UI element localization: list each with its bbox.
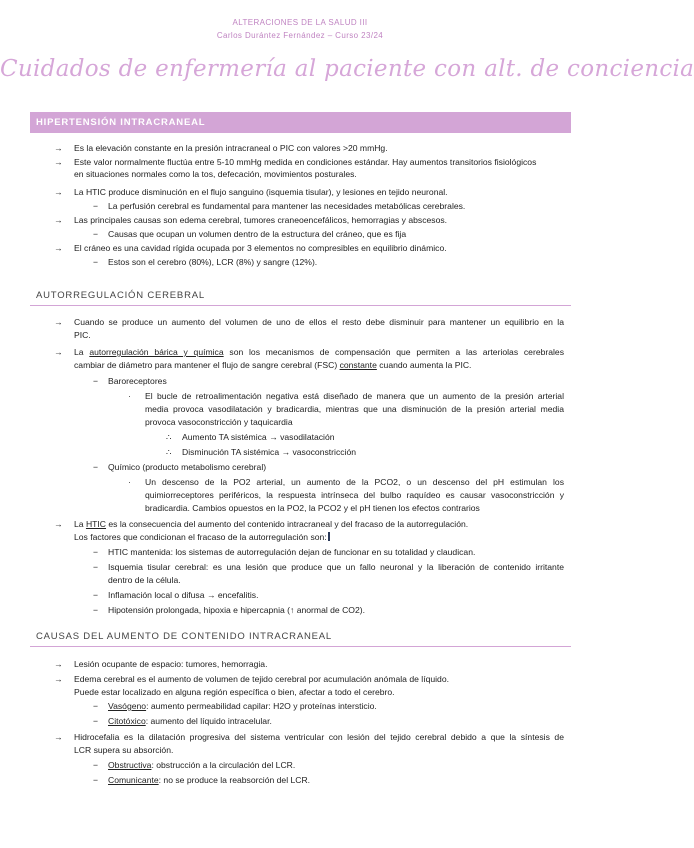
text-line: cambiar de diámetro para mantener el flujo de sangre cerebral (FSC) constante cuando aumenta la PIC.: [74, 360, 472, 370]
text-line: Obstructiva: obstrucción a la circulación del LCR.: [108, 760, 296, 770]
text-line: Comunicante: no se produce la reabsorción del LCR.: [108, 775, 311, 785]
arrow-marker: →: [54, 243, 63, 253]
author-header: Carlos Durántez Fernández – Curso 23/24: [216, 31, 384, 40]
text-line: bradicardia. Cambios opuestos en la PO2, la PCO2 y el pH tienen los efectos contrarios: [145, 503, 480, 513]
text-line: Este valor normalmente fluctúa entre 5-10 mmHg medida en condiciones estándar. Hay aumentos transitorios fisiológicos: [74, 157, 537, 167]
text-line: La perfusión cerebral es fundamental para mantener las necesidades metabólicas cerebrales.: [108, 201, 466, 211]
text-line: El cráneo es una cavidad rígida ocupada por 3 elementos no compresibles en equilibrio dinámico.: [74, 243, 447, 253]
section-heading-autorregulacion: AUTORREGULACIÓN CEREBRAL: [30, 285, 571, 306]
dash-marker: −: [93, 760, 99, 770]
text-line: Hipotensión prolongada, hipoxia e hipercapnia (↑ anormal de CO2).: [108, 605, 366, 615]
text-line: La HTIC es la consecuencia del aumento del contenido intracraneal y del fracaso de la autorregulación.: [74, 519, 469, 529]
dash-marker: −: [93, 701, 99, 711]
text-line: LCR supera su absorción.: [74, 745, 174, 755]
course-header: ALTERACIONES DE LA SALUD III: [232, 18, 368, 27]
arrow-marker: →: [54, 317, 63, 327]
text-line: Hidrocefalia es la dilatación progresiva del sistema ventricular con lesión del tejido cerebral debido a que la síntesis de: [74, 732, 564, 742]
underlined-term: Vasógeno: [108, 701, 147, 711]
dash-marker: −: [93, 605, 99, 615]
text-line: La HTIC produce disminución en el flujo sanguino (isquemia tisular), y lesiones en tejido neuronal.: [74, 187, 448, 197]
text-line: Aumento TA sistémica → vasodilatación: [182, 432, 335, 442]
therefore-marker: ∴: [166, 432, 172, 442]
text-line: Disminución TA sistémica → vasoconstricción: [182, 447, 357, 457]
text-line: Inflamación local o difusa → encefalitis.: [108, 590, 259, 600]
dash-marker: −: [93, 562, 99, 572]
dash-marker: −: [93, 462, 99, 472]
text-line: dentro de la célula.: [108, 575, 181, 585]
text-line: media provoca vasodilatación y bradicardia, mientras que una disminución de la presión arterial media: [145, 404, 564, 414]
dot-marker: ·: [128, 477, 131, 487]
section-heading-causas: CAUSAS DEL AUMENTO DE CONTENIDO INTRACRANEAL: [30, 626, 571, 647]
text-line: Citotóxico: aumento del líquido intracelular.: [108, 716, 272, 726]
text-cursor: [328, 532, 330, 541]
arrow-marker: →: [54, 674, 63, 684]
text-line: Lesión ocupante de espacio: tumores, hemorragia.: [74, 659, 268, 669]
underlined-term: constante: [339, 360, 377, 370]
arrow-marker: →: [54, 347, 63, 357]
arrow-marker: →: [54, 519, 63, 529]
text-line: La autorregulación bárica y química son los mecanismos de compensación que permiten a las arteriolas cerebrales: [74, 347, 565, 357]
text-line: Cuando se produce un aumento del volumen de uno de ellos el resto debe disminuir para mantener un equilibrio en la: [74, 317, 564, 327]
underlined-term: autorregulación bárica y química: [89, 347, 224, 357]
arrow-marker: →: [54, 732, 63, 742]
text-line: en situaciones normales como la tos, defecación, movimientos posturales.: [74, 169, 357, 179]
text-line: Causas que ocupan un volumen dentro de la estructura del cráneo, que es fija: [108, 229, 407, 239]
arrow-marker: →: [54, 215, 63, 225]
text-line: Puede estar localizado en alguna región específica o bien, afectar a todo el cerebro.: [74, 687, 395, 697]
text-line: Edema cerebral es el aumento de volumen de tejido cerebral por acumulación anómala de líquido.: [74, 674, 450, 684]
text-line: HTIC mantenida: los sistemas de autorregulación dejan de funcionar en su totalidad y claudican.: [108, 547, 476, 557]
dot-marker: ·: [128, 391, 131, 401]
section-heading-hipertension: HIPERTENSIÓN INTRACRANEAL: [30, 112, 571, 133]
dash-marker: −: [93, 775, 99, 785]
text-line: Estos son el cerebro (80%), LCR (8%) y sangre (12%).: [108, 257, 318, 267]
dash-marker: −: [93, 376, 99, 386]
underlined-term: Obstructiva: [108, 760, 152, 770]
text-line: Isquemia tisular cerebral: es una lesión que produce que un fallo neuronal y la liberación de contenido irritante: [108, 562, 564, 572]
underlined-term: Citotóxico: [108, 716, 146, 726]
text-line: Los factores que condicionan el fracaso de la autorregulación son:: [74, 532, 330, 543]
text-line: Un descenso de la PO2 arterial, un aumento de la PCO2, o un descenso del pH estimulan los: [145, 477, 564, 487]
dash-marker: −: [93, 201, 99, 211]
text-line: Es la elevación constante en la presión intracraneal o PIC con valores >20 mmHg.: [74, 143, 388, 153]
underlined-term: HTIC: [85, 519, 107, 529]
arrow-marker: →: [54, 659, 63, 669]
text-line: quimiorreceptores periféricos, la respuesta intrínseca del bulbo raquídeo es causar vasoconstricción y: [145, 490, 564, 500]
text-line: PIC.: [74, 330, 91, 340]
dash-marker: −: [93, 590, 99, 600]
dash-marker: −: [93, 716, 99, 726]
dash-marker: −: [93, 257, 99, 267]
text-line: Las principales causas son edema cerebral, tumores craneoencefálicos, hemorragias y abscesos.: [74, 215, 448, 225]
text-line: Baroreceptores: [108, 376, 167, 386]
text-line: Químico (producto metabolismo cerebral): [108, 462, 267, 472]
text-line: provoca vasoconstricción y taquicardia: [145, 417, 293, 427]
text-line: El bucle de retroalimentación negativa está diseñado de manera que un aumento de la presión arterial: [145, 391, 564, 401]
text-line: Vasógeno: aumento permeabilidad capilar: H2O y proteínas intersticio.: [108, 701, 377, 711]
dash-marker: −: [93, 229, 99, 239]
page-title: Cuidados de enfermería al paciente con alt. de conciencia: [0, 56, 694, 82]
therefore-marker: ∴: [166, 447, 172, 457]
dash-marker: −: [93, 547, 99, 557]
underlined-term: Comunicante: [108, 775, 159, 785]
arrow-marker: →: [54, 187, 63, 197]
arrow-marker: →: [54, 157, 63, 167]
arrow-marker: →: [54, 143, 63, 153]
